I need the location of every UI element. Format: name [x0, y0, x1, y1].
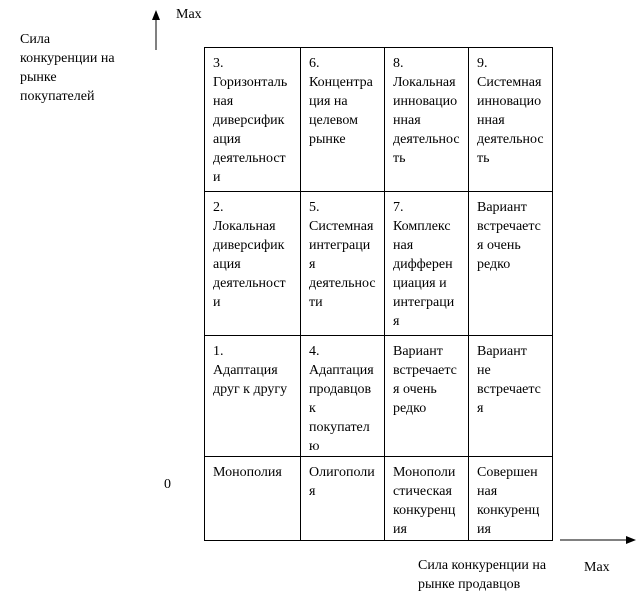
matrix-cell: Вариант встречаетс я очень редко: [469, 192, 553, 336]
matrix-cell: Вариант не встречаетс я: [469, 336, 553, 457]
y-axis-arrow-head: [152, 10, 160, 20]
matrix-cell: 2. Локальная диверсифик ация деятельност и: [205, 192, 301, 336]
matrix-cell: Вариант встречаетс я очень редко: [385, 336, 469, 457]
matrix-row: [205, 48, 553, 192]
origin-label: 0: [164, 477, 171, 492]
matrix-row: [205, 457, 553, 541]
matrix-cell: 1. Адаптация друг к другу: [205, 336, 301, 457]
matrix-cell: Олигополи я: [301, 457, 385, 541]
matrix-cell: 5. Системная интеграци я деятельнос ти: [301, 192, 385, 336]
matrix-cell: 6. Концентра ция на целевом рынке: [301, 48, 385, 192]
matrix-row: [205, 336, 553, 457]
y-axis-label: Сила конкуренции на рынке покупателей: [20, 32, 115, 104]
matrix-cell: 9. Системная инновацио нная деятельнос ть: [469, 48, 553, 192]
matrix-cell: Монополия: [205, 457, 301, 541]
matrix-cell: Совершен ная конкуренц ия: [469, 457, 553, 541]
matrix-cell: 4. Адаптация продавцов к покупател ю: [301, 336, 385, 457]
matrix-row: [205, 192, 553, 336]
competition-matrix: [204, 47, 553, 541]
x-axis-arrow-head: [626, 536, 636, 544]
x-axis-label: Сила конкуренции на рынке продавцов: [418, 558, 547, 592]
y-axis-max-label: Max: [176, 7, 202, 22]
matrix-cell: 3. Горизонталь ная диверсифик ация деятельност и: [205, 48, 301, 192]
matrix-cell: Монополи стическая конкуренц ия: [385, 457, 469, 541]
matrix-cell: 7. Комплекс ная дифферен циация и интеграци я: [385, 192, 469, 336]
matrix-cell: 8. Локальная инновацио нная деятельнос ть: [385, 48, 469, 192]
x-axis-max-label: Max: [584, 560, 610, 575]
